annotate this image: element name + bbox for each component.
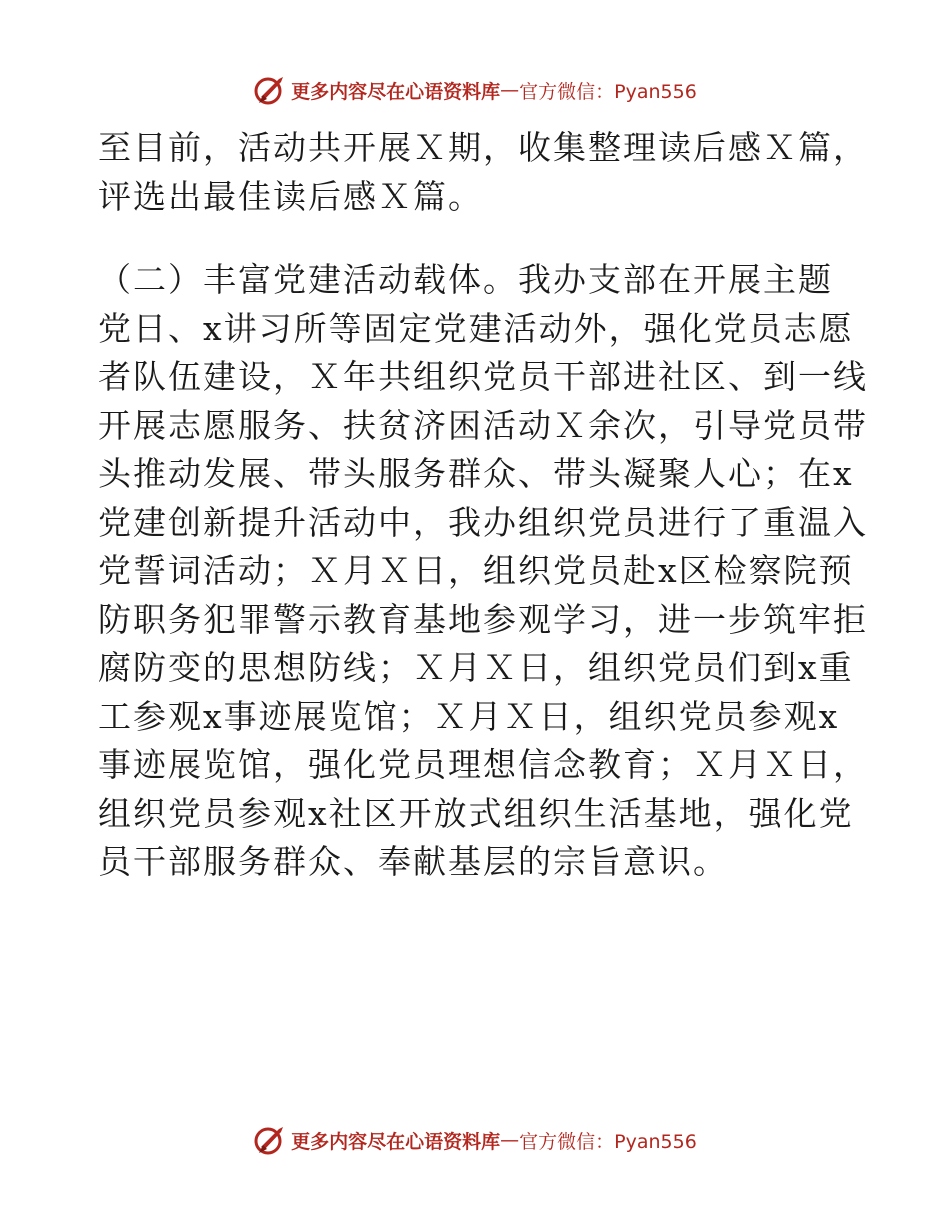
quill-seal-icon	[253, 1123, 287, 1157]
text-line: 者队伍建设，Ｘ年共组织党员干部进社区、到一线	[98, 357, 868, 396]
banner-text: 更多内容尽在心语资料库	[291, 80, 501, 103]
banner-contact: 官方微信：Pyan556	[519, 80, 697, 103]
text-line: 组织党员参观x社区开放式组织生活基地，强化党	[98, 793, 854, 833]
paragraph-2	[98, 256, 868, 887]
paragraph-1	[98, 124, 868, 221]
text-line: 评选出最佳读后感Ｘ篇。	[98, 176, 483, 216]
text-line: 党誓词活动；Ｘ月Ｘ日，组织党员赴x区检察院预	[98, 551, 854, 590]
text-line: 党建创新提升活动中，我办组织党员进行了重温入	[98, 502, 868, 542]
document-body	[98, 124, 868, 887]
header-banner	[0, 70, 950, 110]
text-line: 腐防变的思想防线；Ｘ月Ｘ日，组织党员们到x重	[98, 648, 854, 687]
text-line: 党日、x讲习所等固定党建活动外，强化党员志愿	[98, 308, 854, 348]
text-line: 头推动发展、带头服务群众、带头凝聚人心；在x	[98, 454, 854, 493]
footer-banner	[0, 1120, 950, 1160]
text-line: 防职务犯罪警示教育基地参观学习，进一步筑牢拒	[98, 599, 868, 639]
text-line: 事迹展览馆，强化党员理想信念教育；Ｘ月Ｘ日，	[98, 745, 868, 784]
banner-contact: 官方微信：Pyan556	[519, 1130, 697, 1153]
text-line: 工参观x事迹展览馆；Ｘ月Ｘ日，组织党员参观x	[98, 696, 840, 736]
text-line: 至目前，活动共开展Ｘ期，收集整理读后感Ｘ篇，	[98, 128, 868, 167]
text-line: 开展志愿服务、扶贫济困活动Ｘ余次，引导党员带	[98, 405, 868, 445]
banner-separator: —	[500, 79, 520, 101]
text-line: 员干部服务群众、奉献基层的宗旨意识。	[98, 842, 728, 881]
banner-separator: —	[500, 1129, 520, 1151]
text-line: （二）丰富党建活动载体。我办支部在开展主题	[98, 260, 833, 299]
banner-text: 更多内容尽在心语资料库	[291, 1130, 501, 1153]
quill-seal-icon	[253, 73, 287, 107]
